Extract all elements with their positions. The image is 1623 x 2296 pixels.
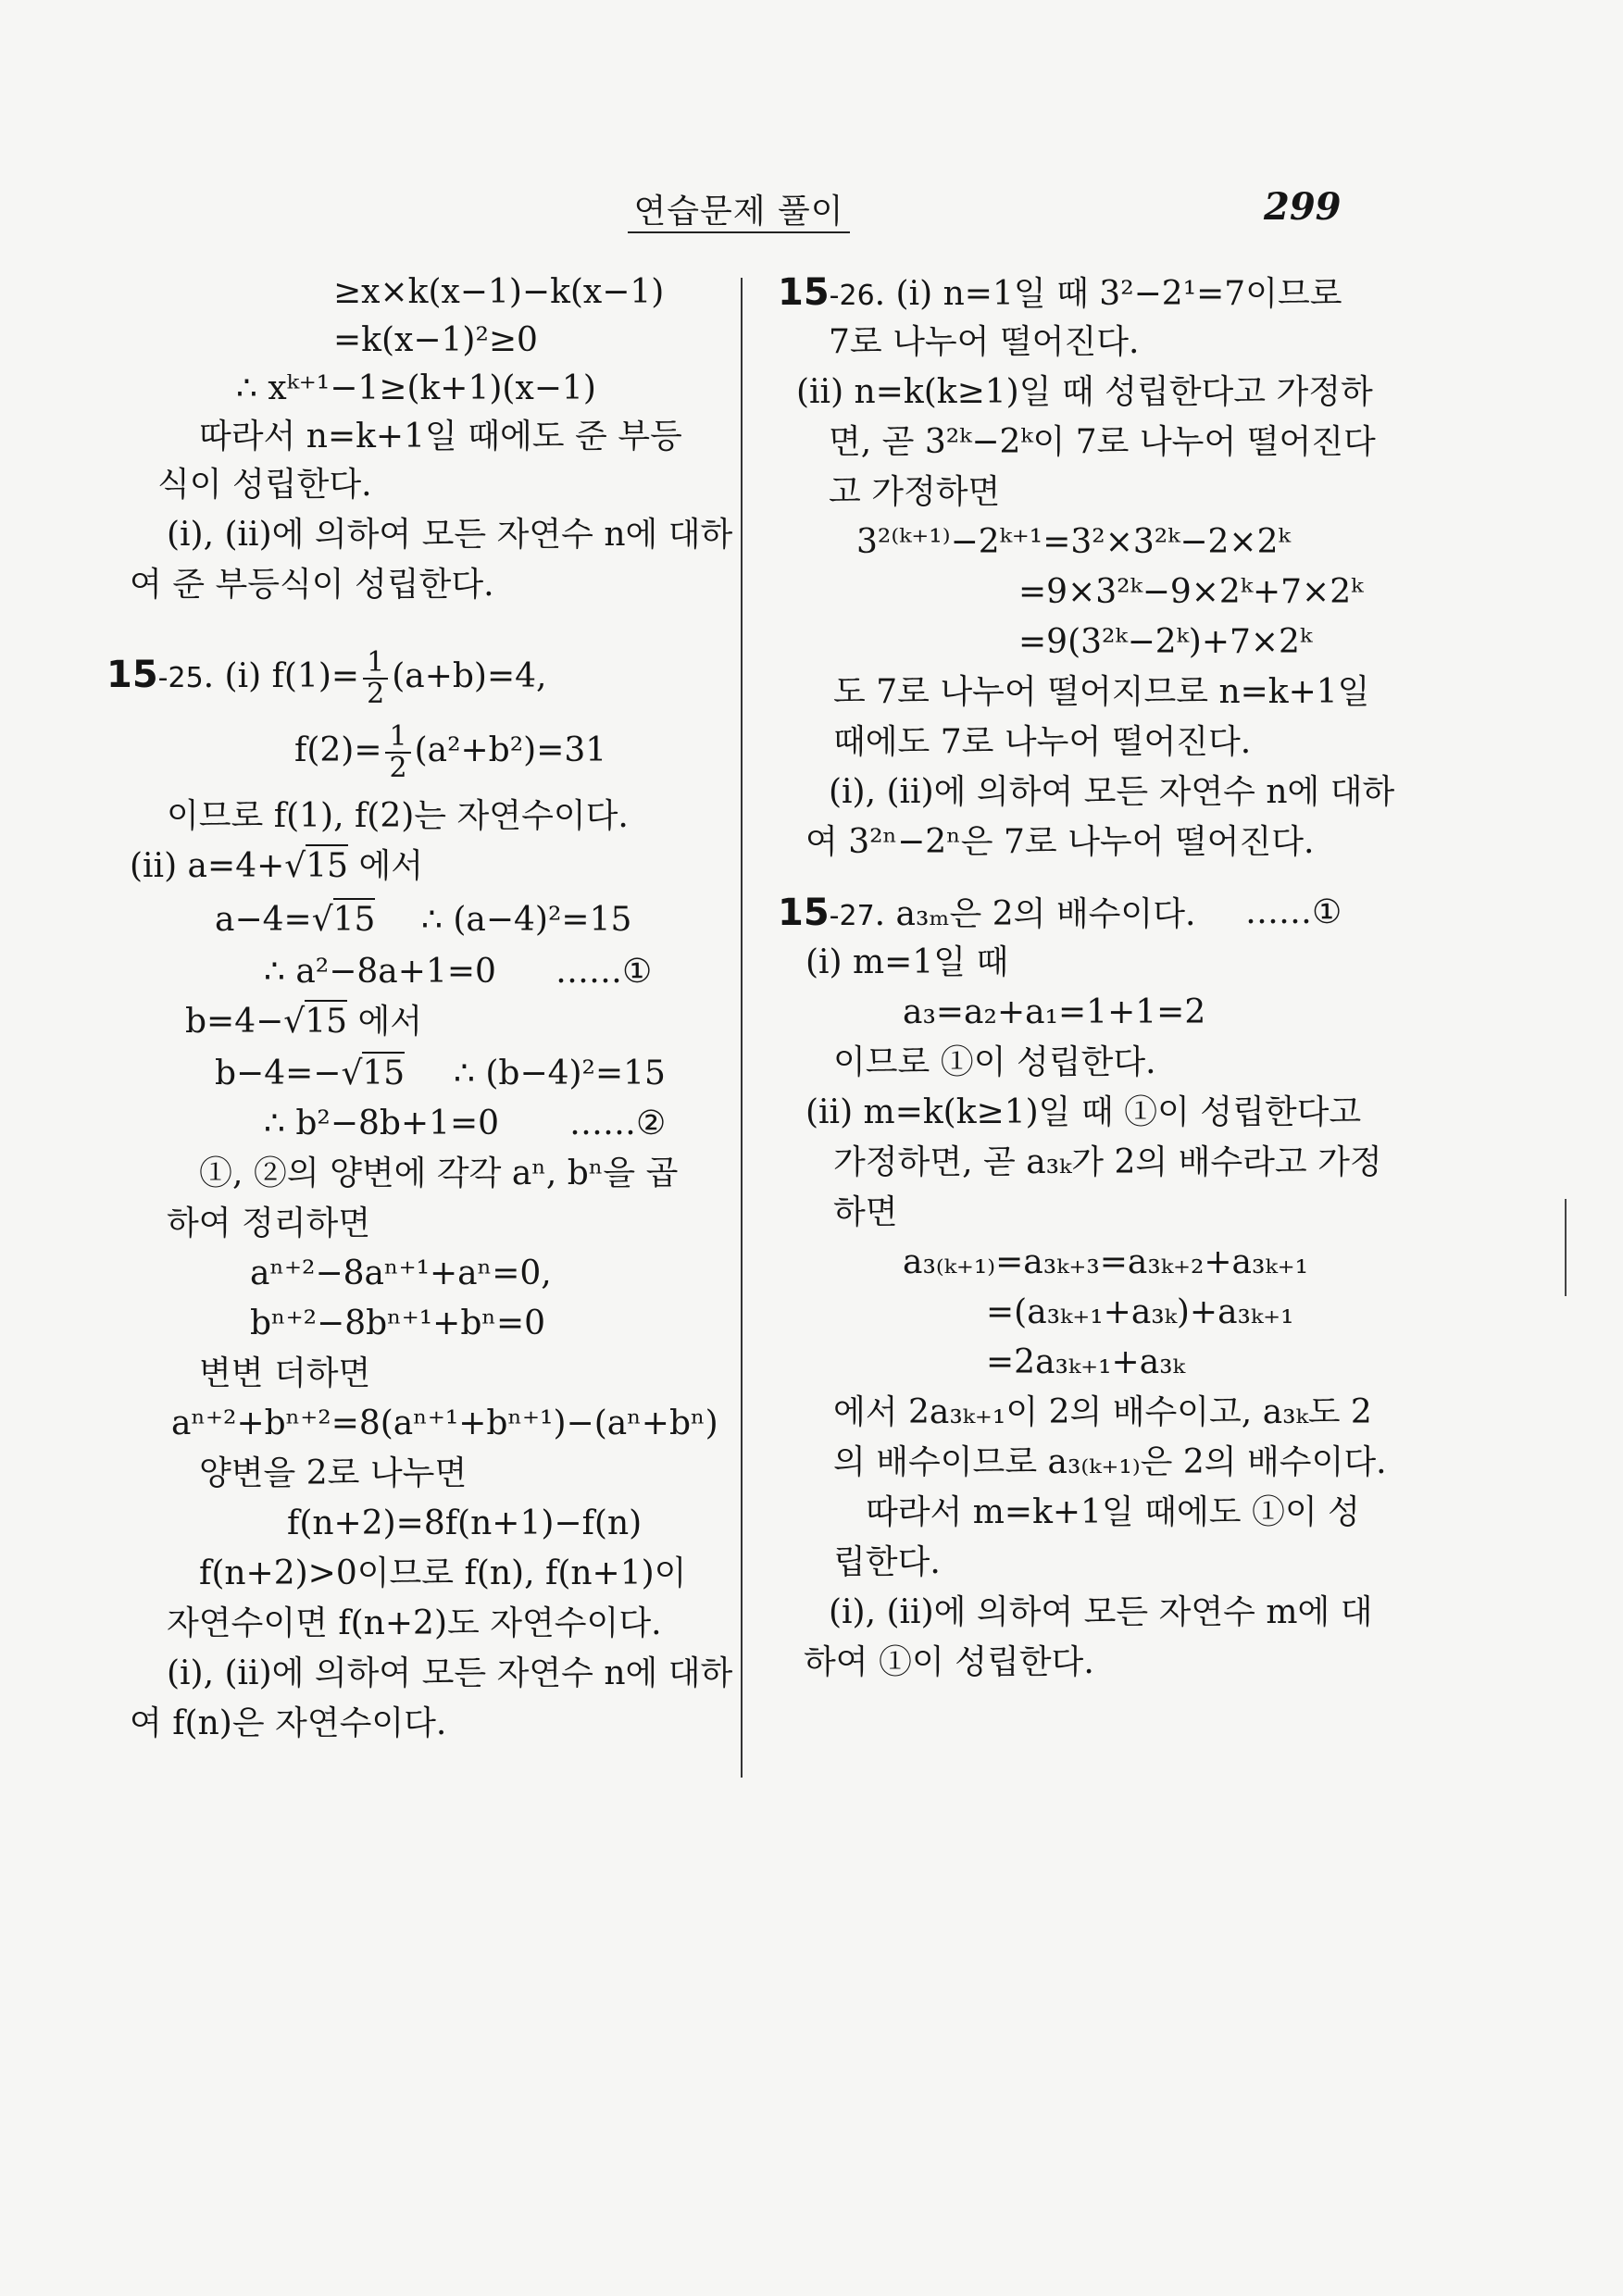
- line: 도 7로 나누어 떨어지므로 n=k+1일: [833, 673, 1370, 711]
- problem-15-26-line: 15-26. (ⅰ) n=1일 때 3²−2¹=7이므로: [778, 271, 1342, 314]
- problem-15-25-line: 15-25. (ⅰ) f(1)= $\frac{1}{2}$ (a+b)=4,: [106, 646, 547, 710]
- line: bⁿ⁺²−8bⁿ⁺¹+bⁿ=0: [250, 1304, 546, 1342]
- line: f(2)= $\frac{1}{2}$ (a²+b²)=31: [294, 720, 607, 784]
- line: ∴ a²−8a+1=0: [264, 953, 496, 991]
- line: ①, ②의 양변에 각각 aⁿ, bⁿ을 곱: [199, 1154, 679, 1192]
- line: ∴ (a−4)²=15: [421, 901, 632, 939]
- problem-number: 15-26: [778, 271, 875, 314]
- equation-tag: ……①: [556, 953, 653, 991]
- line: (ⅰ), (ⅱ)에 의하여 모든 자연수 n에 대하: [829, 773, 1395, 811]
- line: ∴ xᵏ⁺¹−1≥(k+1)(x−1): [236, 369, 596, 407]
- section-title: 연습문제 풀이: [633, 193, 844, 231]
- line: 따라서 m=k+1일 때에도 ①이 성: [866, 1493, 1360, 1531]
- line: 하여 ①이 성립한다.: [804, 1643, 1094, 1681]
- line: 에서 2a₃ₖ₊₁이 2의 배수이고, a₃ₖ도 2: [833, 1393, 1372, 1431]
- line: ∴ b²−8b+1=0: [264, 1104, 500, 1142]
- line: 여 3²ⁿ−2ⁿ은 7로 나누어 떨어진다.: [805, 823, 1315, 861]
- fraction: $\frac{1}{2}$: [363, 648, 388, 709]
- line: 립한다.: [833, 1543, 941, 1581]
- line: ≥x×k(x−1)−k(x−1): [333, 273, 665, 311]
- line: 따라서 n=k+1일 때에도 준 부등: [199, 418, 682, 455]
- line: f(n+2)>0이므로 f(n), f(n+1)이: [199, 1554, 687, 1592]
- line: 7로 나누어 떨어진다.: [829, 323, 1140, 361]
- line: (ⅱ) m=k(k≥1)일 때 ①이 성립한다고: [805, 1093, 1362, 1131]
- line: ∴ (b−4)²=15: [454, 1054, 666, 1092]
- line: a−4=√15: [215, 898, 375, 942]
- line: 3²⁽ᵏ⁺¹⁾−2ᵏ⁺¹=3²×3²ᵏ−2×2ᵏ: [856, 523, 1291, 561]
- line: 고 가정하면: [829, 473, 1001, 511]
- line: b−4=−√15: [215, 1052, 405, 1096]
- line: 이므로 f(1), f(2)는 자연수이다.: [167, 797, 629, 835]
- line: 면, 곧 3²ᵏ−2ᵏ이 7로 나누어 떨어진다: [829, 423, 1376, 461]
- line: (ⅱ) n=k(k≥1)일 때 성립한다고 가정하: [796, 373, 1373, 411]
- line: (ⅰ), (ⅱ)에 의하여 모든 자연수 m에 대: [829, 1593, 1373, 1631]
- line: 이므로 ①이 성립한다.: [833, 1043, 1156, 1081]
- problem-15-27-line: 15-27. a₃ₘ은 2의 배수이다.: [778, 892, 1196, 934]
- line: aⁿ⁺²+bⁿ⁺²=8(aⁿ⁺¹+bⁿ⁺¹)−(aⁿ+bⁿ): [171, 1404, 718, 1442]
- fraction: $\frac{1}{2}$: [385, 722, 410, 783]
- problem-number: 15-27: [778, 892, 875, 934]
- line: 하면: [833, 1193, 898, 1231]
- line: a₃₍ₖ₊₁₎=a₃ₖ₊₃=a₃ₖ₊₂+a₃ₖ₊₁: [903, 1243, 1309, 1281]
- line: a₃=a₂+a₁=1+1=2: [903, 993, 1206, 1031]
- equation-tag: ……②: [569, 1104, 667, 1142]
- title-underline: [628, 231, 850, 233]
- margin-mark: [1565, 1199, 1567, 1296]
- line: (ⅰ) m=1일 때: [805, 943, 1009, 981]
- line: =2a₃ₖ₊₁+a₃ₖ: [986, 1343, 1185, 1381]
- line: =9(3²ᵏ−2ᵏ)+7×2ᵏ: [1018, 623, 1313, 661]
- line: =(a₃ₖ₊₁+a₃ₖ)+a₃ₖ₊₁: [986, 1293, 1294, 1331]
- line: 식이 성립한다.: [157, 466, 372, 504]
- line: 여 f(n)은 자연수이다.: [130, 1704, 447, 1742]
- line: b=4−√15 에서: [185, 1000, 422, 1044]
- line: =k(x−1)²≥0: [333, 321, 538, 359]
- line: aⁿ⁺²−8aⁿ⁺¹+aⁿ=0,: [250, 1254, 552, 1292]
- line: 양변을 2로 나누면: [199, 1454, 468, 1492]
- equation-tag: ……①: [1245, 893, 1342, 931]
- line: 여 준 부등식이 성립한다.: [130, 566, 494, 604]
- page-number: 299: [1264, 185, 1342, 229]
- line: 변변 더하면: [199, 1354, 371, 1392]
- line: (ⅰ), (ⅱ)에 의하여 모든 자연수 n에 대하: [167, 1654, 733, 1692]
- line: 때에도 7로 나누어 떨어진다.: [833, 723, 1252, 761]
- line: 하여 정리하면: [167, 1204, 371, 1242]
- column-divider: [741, 278, 743, 1778]
- line: f(n+2)=8f(n+1)−f(n): [287, 1504, 643, 1542]
- line: 의 배수이므로 a₃₍ₖ₊₁₎은 2의 배수이다.: [833, 1443, 1387, 1481]
- line: =9×3²ᵏ−9×2ᵏ+7×2ᵏ: [1018, 573, 1364, 611]
- line: 가정하면, 곧 a₃ₖ가 2의 배수라고 가정: [833, 1143, 1382, 1181]
- line: (ⅱ) a=4+√15 에서: [130, 844, 423, 889]
- line: 자연수이면 f(n+2)도 자연수이다.: [167, 1604, 662, 1642]
- line: (ⅰ), (ⅱ)에 의하여 모든 자연수 n에 대하: [167, 516, 733, 554]
- problem-number: 15-25: [106, 654, 204, 696]
